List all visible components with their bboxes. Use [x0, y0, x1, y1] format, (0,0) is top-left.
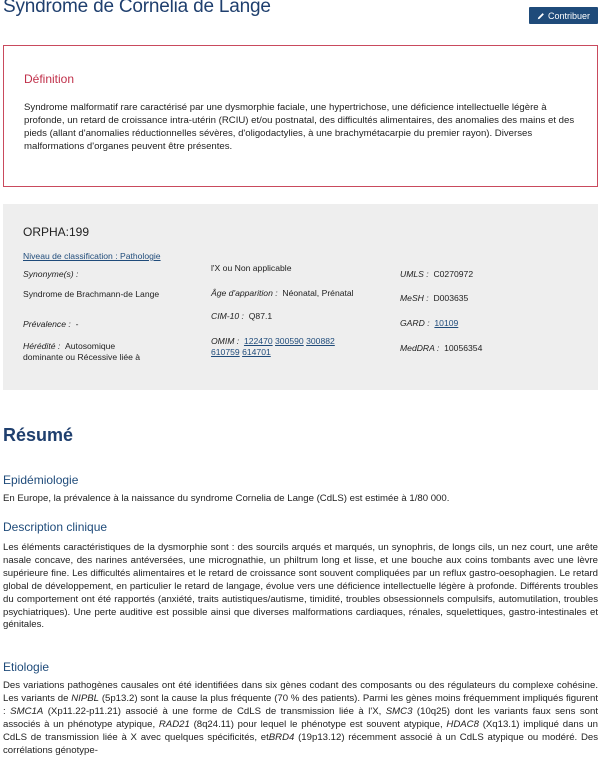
contribute-button[interactable] — [529, 7, 598, 24]
omim-label: OMIM : — [211, 336, 240, 346]
heredity-value-cont: dominante ou Récessive liée à — [23, 352, 141, 362]
omim-link[interactable]: 614701 — [242, 347, 271, 357]
omim-link[interactable]: 300590 — [275, 336, 304, 346]
heredity-value: Autosomique — [65, 341, 116, 351]
definition-title: Définition — [24, 72, 75, 86]
heredity-value-end: l'X ou Non applicable — [211, 263, 292, 273]
gene-name: BRD4 — [268, 731, 295, 743]
gene-name: HDAC8 — [446, 718, 479, 730]
etiology-text: Des variations pathogènes causales ont été identifiées dans six gènes codant des composants ou des régulateurs du complexe cohésine. Les variants de NIPBL (5p13.2) sont la cause la plus fréquente (70 % des patients). Parmi les gènes moins fréquemment impliqués figurent : SMC1A (Xp11.22-p11.21) associé à une forme de CdLS de transmission liée à l'X, SMC3 (10q25) dont les variants faux sens sont associés à un phénotype atypique, RAD21 (8q24.11) pour lequel le phénotype est souvent atypique, HDAC8 (Xq13.1) impliqué dans un CdLS de transmission liée à X avec quelques spécificités, etBRD4 (19p13.12) récemment associé à un CdLS atypique ou modéré. Des corrélations génotype- — [3, 680, 599, 756]
omim-link[interactable]: 122470 — [243, 336, 273, 346]
pencil-icon — [537, 12, 545, 20]
meddra-value: 10056354 — [444, 343, 483, 353]
gene-name: NIPBL — [71, 692, 99, 704]
mesh-value: D003635 — [433, 293, 469, 303]
prevalence-label: Prévalence : — [23, 319, 71, 329]
gene-name: RAD21 — [158, 718, 190, 730]
page-title: Syndrome de Cornelia de Lange — [3, 0, 271, 17]
classification-link[interactable]: Niveau de classification : Pathologie — [23, 251, 161, 261]
icd-label: CIM-10 : — [211, 311, 244, 321]
omim-link[interactable]: 300882 — [306, 336, 335, 346]
synonyms-label: Synonyme(s) : — [23, 269, 79, 279]
gard-label: GARD : — [400, 318, 430, 328]
umls-label: UMLS : — [400, 269, 429, 279]
contribute-label: Contribuer — [547, 10, 591, 21]
meddra-label: MedDRA : — [400, 343, 440, 353]
info-box — [3, 204, 598, 390]
epidemiology-text: En Europe, la prévalence à la naissance du syndrome Cornelia de Lange (CdLS) est estimée à 1/80 000. — [3, 493, 450, 504]
clinical-text: Les éléments caractéristiques de la dysmorphie sont : des sourcils arqués et marqués, un synophris, de longs cils, un nez court, une arête nasale concave, des narines antéversées, une micrognathie, un philtrum long et lisse, et une bouche aux coins tombants avec une lèvre supérieure fine. Les difficultés alimentaires et le retard de croissance sont souvent compliquées par un reflux gastro-oesophagien. Le retard global de développement, en particulier le retard de langage, évolue vers une déficience intellectuelle légère à profonde. Différents troubles du comportement ont été rapportés (anxiété, traits autistiques/autisme, timidité, troubles obsessionnels compulsifs, automutilation, troubles psychiatriques). Une perte auditive est possible ainsi que diverses malformations cardiaques, rénales, squelettiques, gastro-intestinales et génitales. — [3, 542, 598, 631]
definition-box — [3, 45, 598, 187]
icd-value: Q87.1 — [248, 311, 273, 321]
orpha-code: ORPHA:199 — [23, 225, 90, 239]
gene-name: SMC1A — [10, 705, 44, 717]
gard-link[interactable]: 10109 — [434, 318, 459, 328]
gene-name: SMC3 — [385, 705, 413, 717]
onset-value: Néonatal, Prénatal — [282, 288, 354, 298]
clinical-title: Description clinique — [3, 520, 108, 534]
epidemiology-title: Epidémiologie — [3, 473, 79, 487]
definition-text: Syndrome malformatif rare caractérisé par une dysmorphie faciale, une hypertrichose, une déficience intellectuelle légère à profonde, un retard de croissance intra-utérin (RCIU) et/ou postnatal, des difficultés alimentaires, des anomalies des mains et des pieds (allant d'anomalies réductionnelles sévères, d'oligodactylies, à une brachymétacarpie du premier rayon). Diverses malformations d'organes peuvent être présentes. — [24, 102, 575, 152]
summary-title: Résumé — [3, 425, 74, 445]
etiology-title: Etiologie — [3, 660, 50, 674]
omim-link[interactable]: 610759 — [211, 347, 240, 357]
heredity-label: Hérédité : — [23, 341, 61, 351]
mesh-label: MeSH : — [400, 293, 429, 303]
umls-value: C0270972 — [433, 269, 474, 279]
prevalence-value: - — [75, 319, 79, 329]
onset-label: Âge d'apparition : — [211, 288, 278, 298]
synonyms-value: Syndrome de Brachmann-de Lange — [23, 289, 160, 299]
